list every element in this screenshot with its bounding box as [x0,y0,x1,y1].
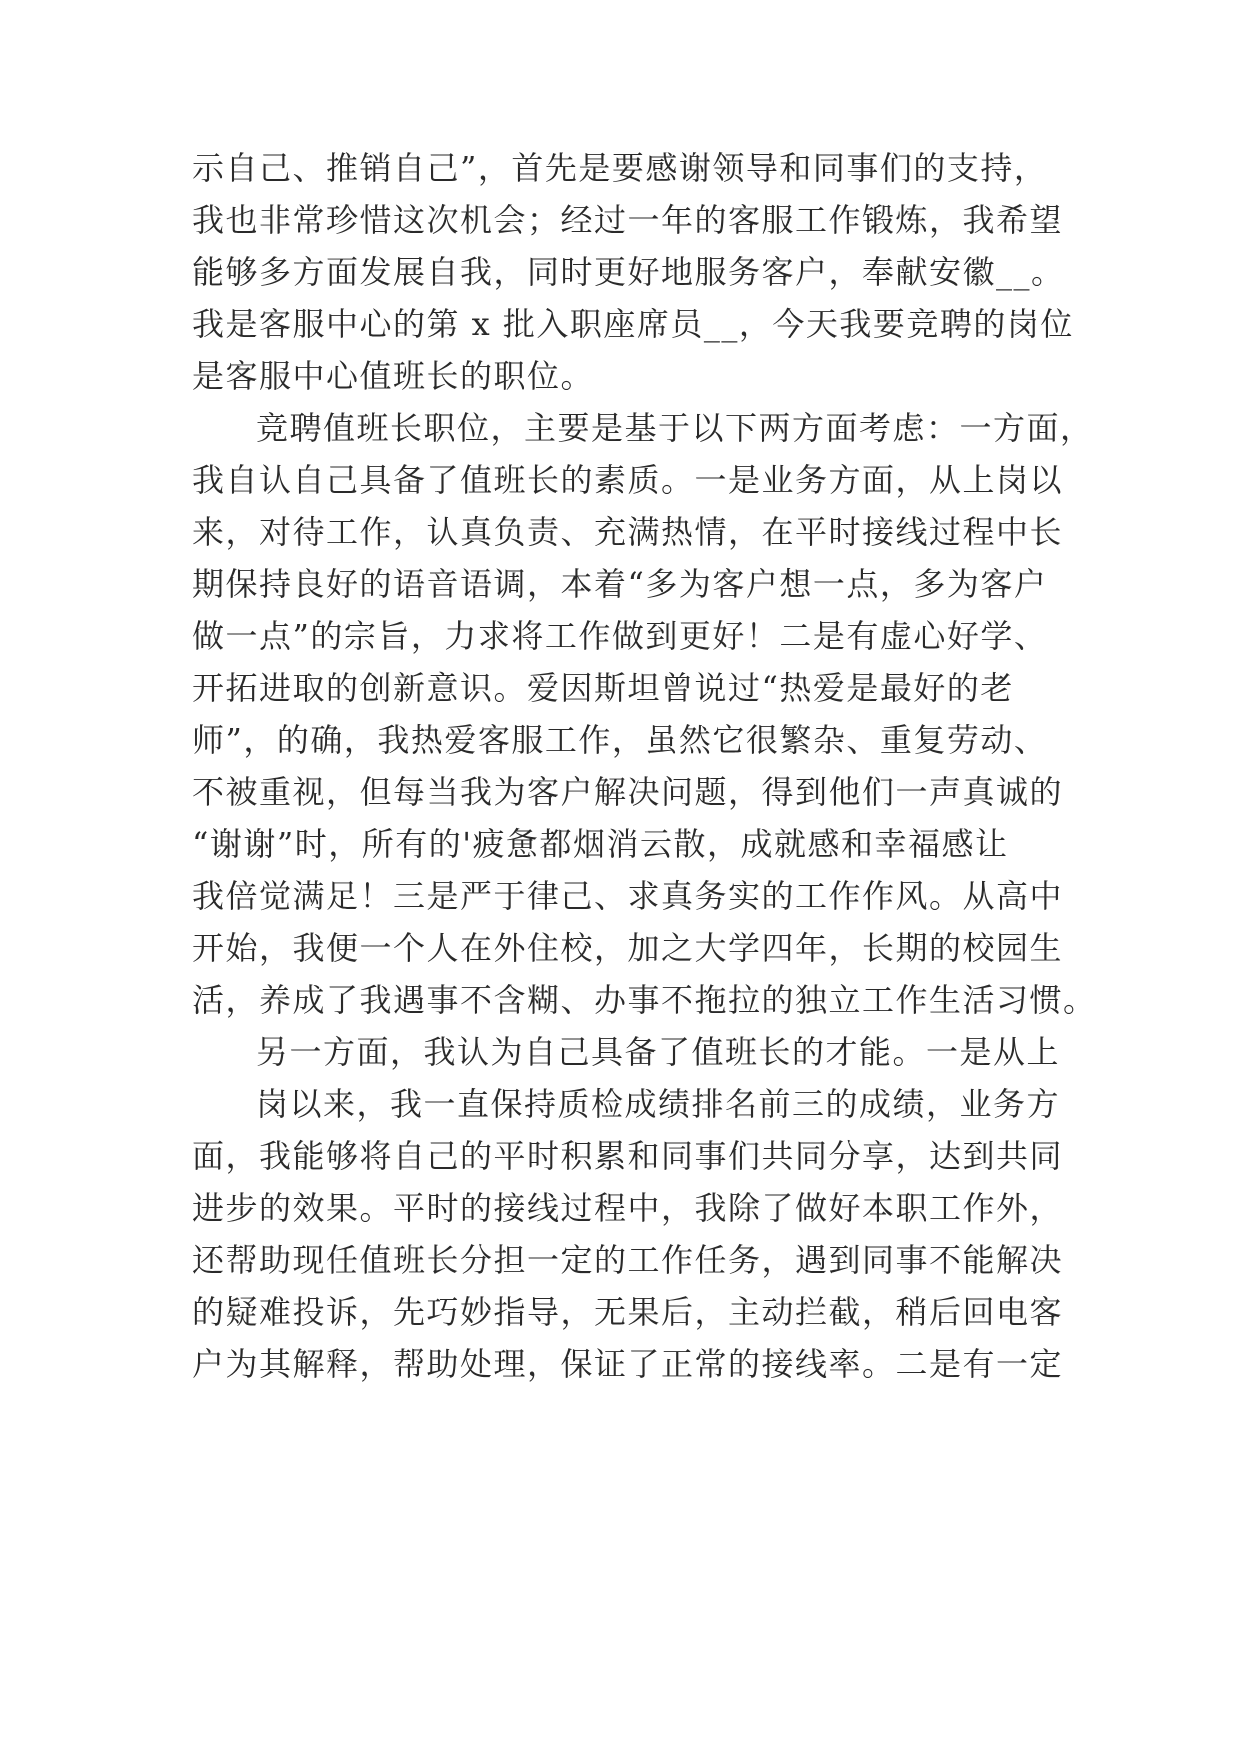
text-line: 我自认自己具备了值班长的素质。一是业务方面，从上岗以 [192,461,1064,499]
text-line: 活，养成了我遇事不含糊、办事不拖拉的独立工作生活习惯。 [192,981,1097,1019]
text-line: 不被重视，但每当我为客户解决问题，得到他们一声真诚的 [192,773,1064,811]
text-line: 来，对待工作，认真负责、充满热情，在平时接线过程中长 [192,513,1064,551]
text-line: 是客服中心值班长的职位。 [192,357,595,395]
text-line: 期保持良好的语音语调，本着“多为客户想一点，多为客户 [192,565,1048,603]
text-line: 进步的效果。平时的接线过程中，我除了做好本职工作外， [192,1189,1064,1227]
paragraph-start-line: 竞聘值班长职位，主要是基于以下两方面考虑：一方面， [256,409,1094,447]
paragraph-start-line: 岗以来，我一直保持质检成绩排名前三的成绩，业务方 [256,1085,1061,1123]
text-line: 开始，我便一个人在外住校，加之大学四年，长期的校园生 [192,929,1064,967]
text-line: 开拓进取的创新意识。爱因斯坦曾说过“热爱是最好的老 [192,669,1014,707]
text-line: 的疑难投诉，先巧妙指导，无果后，主动拦截，稍后回电客 [192,1293,1064,1331]
text-line: 师”，的确，我热爱客服工作，虽然它很繁杂、重复劳动、 [192,721,1048,759]
text-line: “谢谢”时，所有的'疲惫都烟消云散，成就感和幸福感让 [192,825,1009,863]
text-line: 我也非常珍惜这次机会；经过一年的客服工作锻炼，我希望 [192,201,1064,239]
text-line: 做一点”的宗旨，力求将工作做到更好！二是有虚心好学、 [192,617,1048,655]
paragraph-start-line: 另一方面，我认为自己具备了值班长的才能。一是从上 [256,1033,1061,1071]
text-line: 示自己、推销自己”，首先是要感谢领导和同事们的支持， [192,149,1048,187]
text-line: 我是客服中心的第 x 批入职座席员__，今天我要竞聘的岗位 [192,305,1074,343]
text-line: 户为其解释，帮助处理，保证了正常的接线率。二是有一定 [192,1345,1064,1383]
text-line: 面，我能够将自己的平时积累和同事们共同分享，达到共同 [192,1137,1064,1175]
text-line: 能够多方面发展自我，同时更好地服务客户，奉献安徽__。 [192,253,1065,291]
text-line: 我倍觉满足！三是严于律己、求真务实的工作作风。从高中 [192,877,1064,915]
text-line: 还帮助现任值班长分担一定的工作任务，遇到同事不能解决 [192,1241,1064,1279]
